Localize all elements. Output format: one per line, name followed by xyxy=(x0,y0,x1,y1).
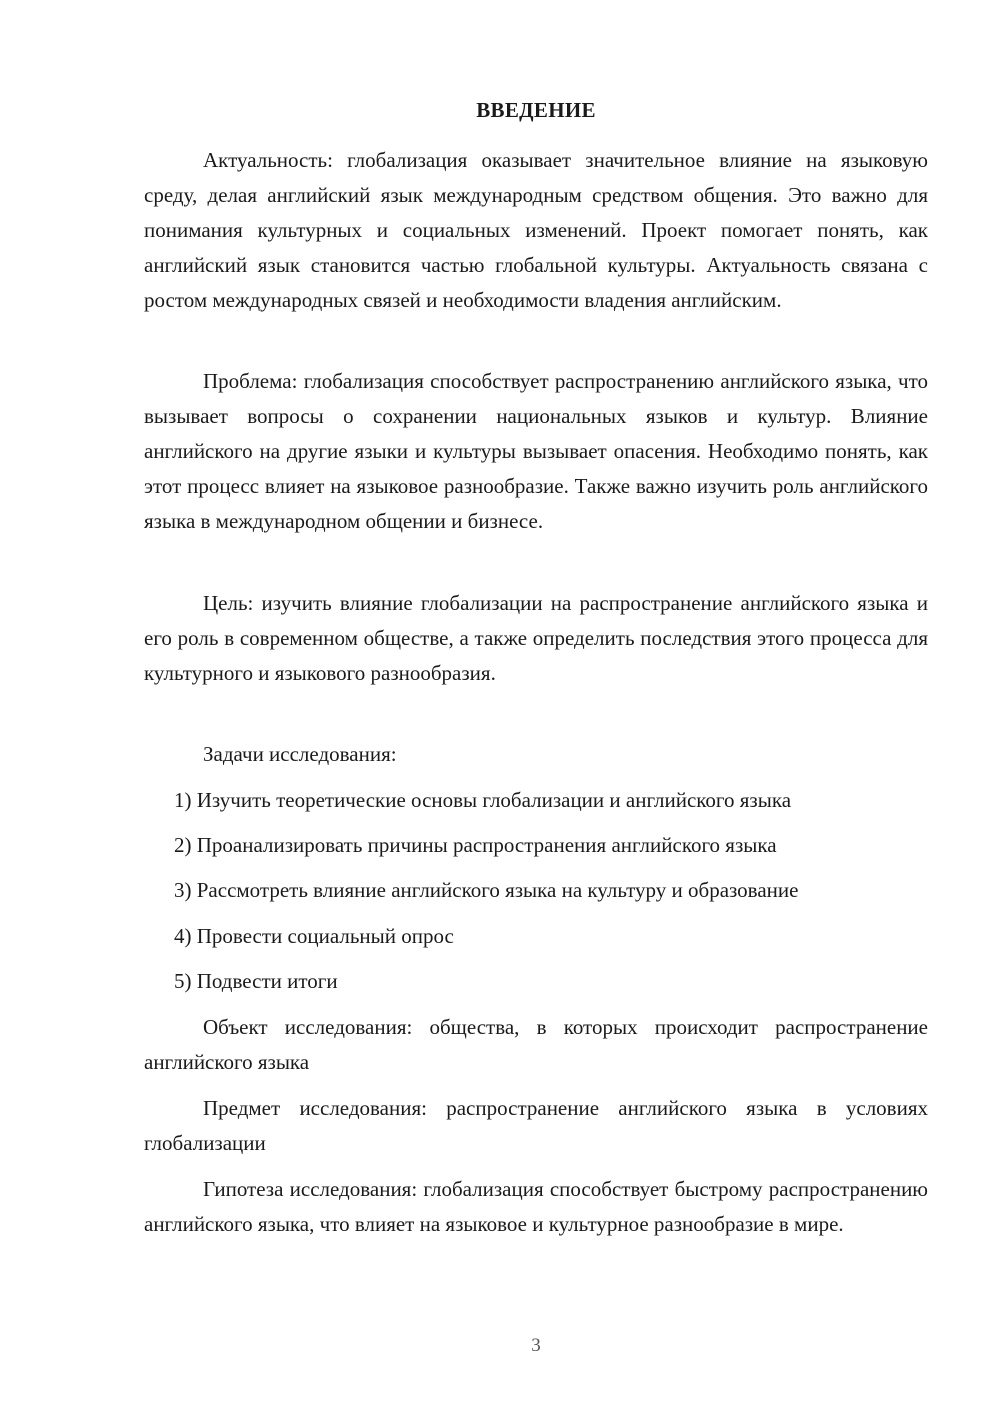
task-item-5: 5) Подвести итоги xyxy=(174,969,338,993)
goal-paragraph: Цель: изучить влияние глобализации на распространение английского языка и его роль в современном обществе, а также определить последствия этого процесса для культурного и языкового разнообразия. xyxy=(144,591,928,685)
relevance-paragraph: Актуальность: глобализация оказывает значительное влияние на языковую среду, делая английский язык международным средством общения. Это важно для понимания культурных и социальных изменений. Проект помогает понять, как английский язык становится частью глобальной культуры. Актуальность связана с ростом международных связей и необходимости владения английским. xyxy=(144,148,928,312)
object-paragraph: Объект исследования: общества, в которых происходит распространение английского языка xyxy=(144,1015,928,1074)
document-page xyxy=(144,0,928,1414)
hypothesis-paragraph: Гипотеза исследования: глобализация способствует быстрому распространению английского языка, что влияет на языковое и культурное разнообразие в мире. xyxy=(144,1177,928,1236)
problem-paragraph: Проблема: глобализация способствует распространению английского языка, что вызывает вопросы о сохранении национальных языков и культур. Влияние английского на другие языки и культуры вызывает опасения. Необходимо понять, как этот процесс влияет на языковое разнообразие. Также важно изучить роль английского языка в международном общении и бизнесе. xyxy=(144,369,928,533)
task-item-3: 3) Рассмотреть влияние английского языка на культуру и образование xyxy=(174,878,799,902)
task-item-2: 2) Проанализировать причины распространения английского языка xyxy=(174,833,777,857)
page-number: 3 xyxy=(531,1335,541,1356)
subject-paragraph: Предмет исследования: распространение английского языка в условиях глобализации xyxy=(144,1096,928,1155)
task-item-4: 4) Провести социальный опрос xyxy=(174,924,454,948)
task-item-1: 1) Изучить теоретические основы глобализации и английского языка xyxy=(174,788,792,812)
page-title: ВВЕДЕНИЕ xyxy=(476,98,596,122)
tasks-heading: Задачи исследования: xyxy=(203,742,397,766)
